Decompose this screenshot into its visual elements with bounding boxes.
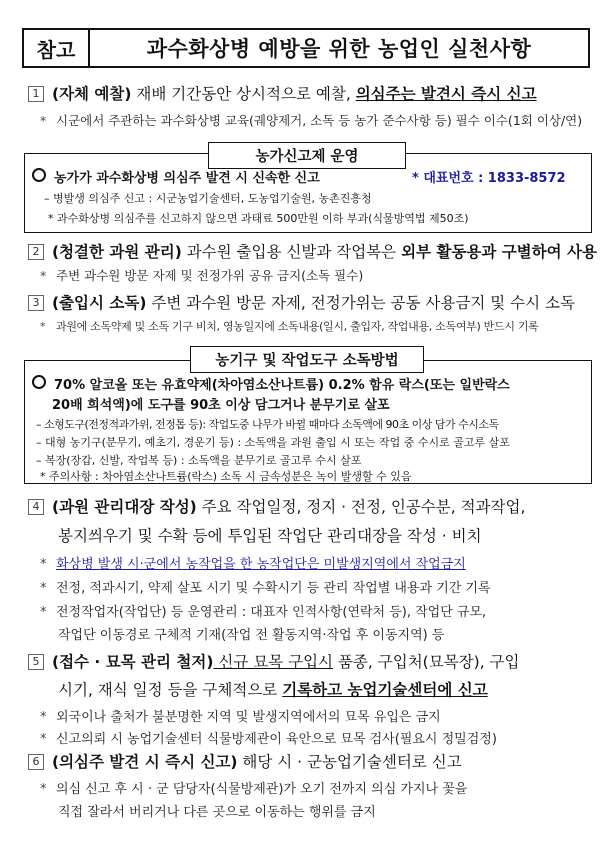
section-4-warning	[40, 553, 466, 572]
section-4-line-2: 봉지씌우기 및 수확 등에 투입된 작업단 관리대장을 작성 · 비치	[58, 527, 482, 545]
box-line: * 주의사항 : 차아염소산나트륨(락스) 소독 시 금속성분은 녹이 발생할 수 있음	[40, 470, 412, 483]
section-1-note	[40, 111, 582, 129]
bullet-circle-icon	[32, 168, 46, 182]
disinfection-box-title: 농기구 및 작업도구 소독방법	[190, 346, 424, 373]
section-number: 6	[28, 754, 44, 770]
note-text: 과원에 소독약제 및 소독 기구 비치, 영농일지에 소독내용(일시, 출입자, 작업내용, 소독여부) 반드시 기록	[56, 320, 539, 333]
section-text: 해당 시 · 군농업기술센터로 신고	[237, 753, 462, 771]
asterisk-icon: *	[40, 581, 47, 596]
section-text: 주변 과수원 방문 자제, 전정가위는 공동 사용금지 및 수시 소독	[146, 294, 575, 312]
section-text: 재배 기간동안 상시적으로 예찰,	[131, 85, 356, 103]
section-2-note	[40, 266, 363, 284]
section-5-note	[40, 706, 441, 725]
section-emphasis: 외부 활동용과 구별하여 사용	[401, 243, 597, 261]
section-4-note	[40, 577, 491, 596]
asterisk-icon: *	[40, 732, 47, 747]
asterisk-icon: *	[40, 268, 47, 283]
section-number: 2	[28, 244, 44, 260]
note-text: 전정, 적과시기, 약제 살포 시기 및 수확시기 등 관리 작업별 내용과 기간 기록	[56, 581, 491, 596]
hotline-number: * 대표번호 : 1833-8572	[412, 171, 566, 186]
box-line: * 과수화상병 의심주를 신고하지 않으면 과태료 500만원 이하 부과(식물방역법 제50조)	[48, 212, 469, 225]
page-title: 과수화상병 예방을 위한 농업인 실천사항	[146, 37, 532, 61]
box-main-text: 70% 알코올 또는 유효약제(차아염소산나트륨) 0.2% 함유 락스(또는 일반락스	[54, 378, 510, 393]
section-text: 주요 작업일정, 정지 · 전정, 인공수분, 적과작업,	[196, 498, 526, 516]
box-line: – 복장(장갑, 신발, 작업복 등) : 소독액을 분무기로 골고루 수시 살포	[36, 454, 362, 467]
section-label: (의심주 발견 시 즉시 신고)	[52, 753, 238, 771]
asterisk-icon: *	[40, 113, 47, 128]
page-header	[22, 28, 590, 68]
section-number: 1	[28, 86, 44, 102]
section-3-note	[40, 318, 539, 334]
asterisk-icon: *	[40, 320, 46, 333]
box-line: – 소형도구(전정적과가위, 전정톱 등): 작업도중 나무가 바뀔 때마다 소독액에 90초 이상 담가 수시소독	[36, 418, 499, 431]
asterisk-icon: *	[40, 605, 47, 620]
section-emphasis: 의심주는 발견시 즉시 신고	[355, 85, 537, 103]
note-text: 시군에서 주관하는 과수화상병 교육(궤양제거, 소독 등 농가 준수사항 등) 필수 이수(1회 이상/연)	[56, 113, 583, 128]
asterisk-icon: *	[40, 557, 47, 572]
reference-tag: 참고	[24, 30, 90, 66]
section-text: 과수원 출입용 신발과 작업복은	[181, 243, 402, 261]
section-label: (과원 관리대장 작성)	[52, 498, 197, 516]
box-line: – 병발생 의심주 신고 : 시군농업기술센터, 도농업기술원, 농촌진흥청	[44, 192, 372, 205]
section-number: 3	[28, 295, 44, 311]
warning-text: 화상병 발생 시·군에서 농작업을 한 농작업단은 미발생지역에서 작업금지	[56, 557, 466, 572]
section-label: (출입시 소독)	[52, 294, 147, 312]
asterisk-icon: *	[40, 782, 47, 797]
asterisk-icon: *	[40, 710, 47, 725]
section-1	[28, 82, 537, 104]
section-2	[28, 240, 597, 262]
section-4-note	[40, 601, 486, 620]
note-text: 외국이나 출처가 불분명한 지역 및 발생지역에서의 묘목 유입은 금지	[56, 710, 441, 725]
section-5-line-2	[58, 678, 488, 700]
note-text: 주변 과수원 방문 자제 및 전정가위 공유 금지(소독 필수)	[56, 268, 364, 283]
section-4	[28, 495, 525, 517]
section-3	[28, 291, 575, 313]
note-text: 전정작업자(작업단) 등 운영관리 : 대표자 인적사항(연락처 등), 작업단 규모,	[56, 605, 487, 620]
section-6-note-cont: 직접 잘라서 버리거나 다른 곳으로 이동하는 행위를 금지	[58, 805, 376, 820]
section-label: (자체 예찰)	[52, 85, 132, 103]
box-line: – 대형 농기구(분무기, 예초기, 경운기 등) : 소독액을 과원 출입 시 또는 작업 중 수시로 골고루 살포	[36, 436, 510, 449]
section-6	[28, 750, 462, 772]
section-6-note	[40, 778, 467, 797]
box-main-text: 농가가 과수화상병 의심주 발견 시 신속한 신고	[54, 171, 320, 186]
section-text: 품종, 구입처(묘목장), 구입	[333, 653, 520, 671]
section-emphasis: 기록하고 농업기술센터에 신고	[282, 681, 488, 699]
farm-report-box-title: 농가신고제 운영	[208, 142, 406, 169]
section-text: 시기, 재식 일정 등을 구체적으로	[58, 681, 283, 699]
section-5-note	[40, 728, 497, 747]
note-text: 의심 신고 후 시 · 군 담당자(식물방제관)가 오기 전까지 의심 가지나 꽃을	[56, 782, 468, 797]
disinfection-main-2: 20배 희석액)에 도구를 90초 이상 담그거나 분무기로 살포	[52, 398, 390, 413]
section-number: 4	[28, 499, 44, 515]
bullet-circle-icon	[32, 375, 46, 389]
section-5	[28, 650, 520, 672]
note-text: 신고의뢰 시 농업기술센터 식물방제관이 육안으로 묘목 검사(필요시 정밀검정)	[56, 732, 497, 747]
section-number: 5	[28, 654, 44, 670]
section-text: 신규 묘목 구입시	[213, 653, 334, 671]
section-label: (접수 · 묘목 관리 철저)	[52, 653, 214, 671]
disinfection-main-1	[32, 374, 510, 393]
farm-report-main	[32, 167, 320, 186]
section-label: (청결한 과원 관리)	[52, 243, 182, 261]
section-4-note-cont: 작업단 이동경로 구체적 기재(작업 전 활동지역·작업 후 이동지역) 등	[58, 628, 445, 643]
